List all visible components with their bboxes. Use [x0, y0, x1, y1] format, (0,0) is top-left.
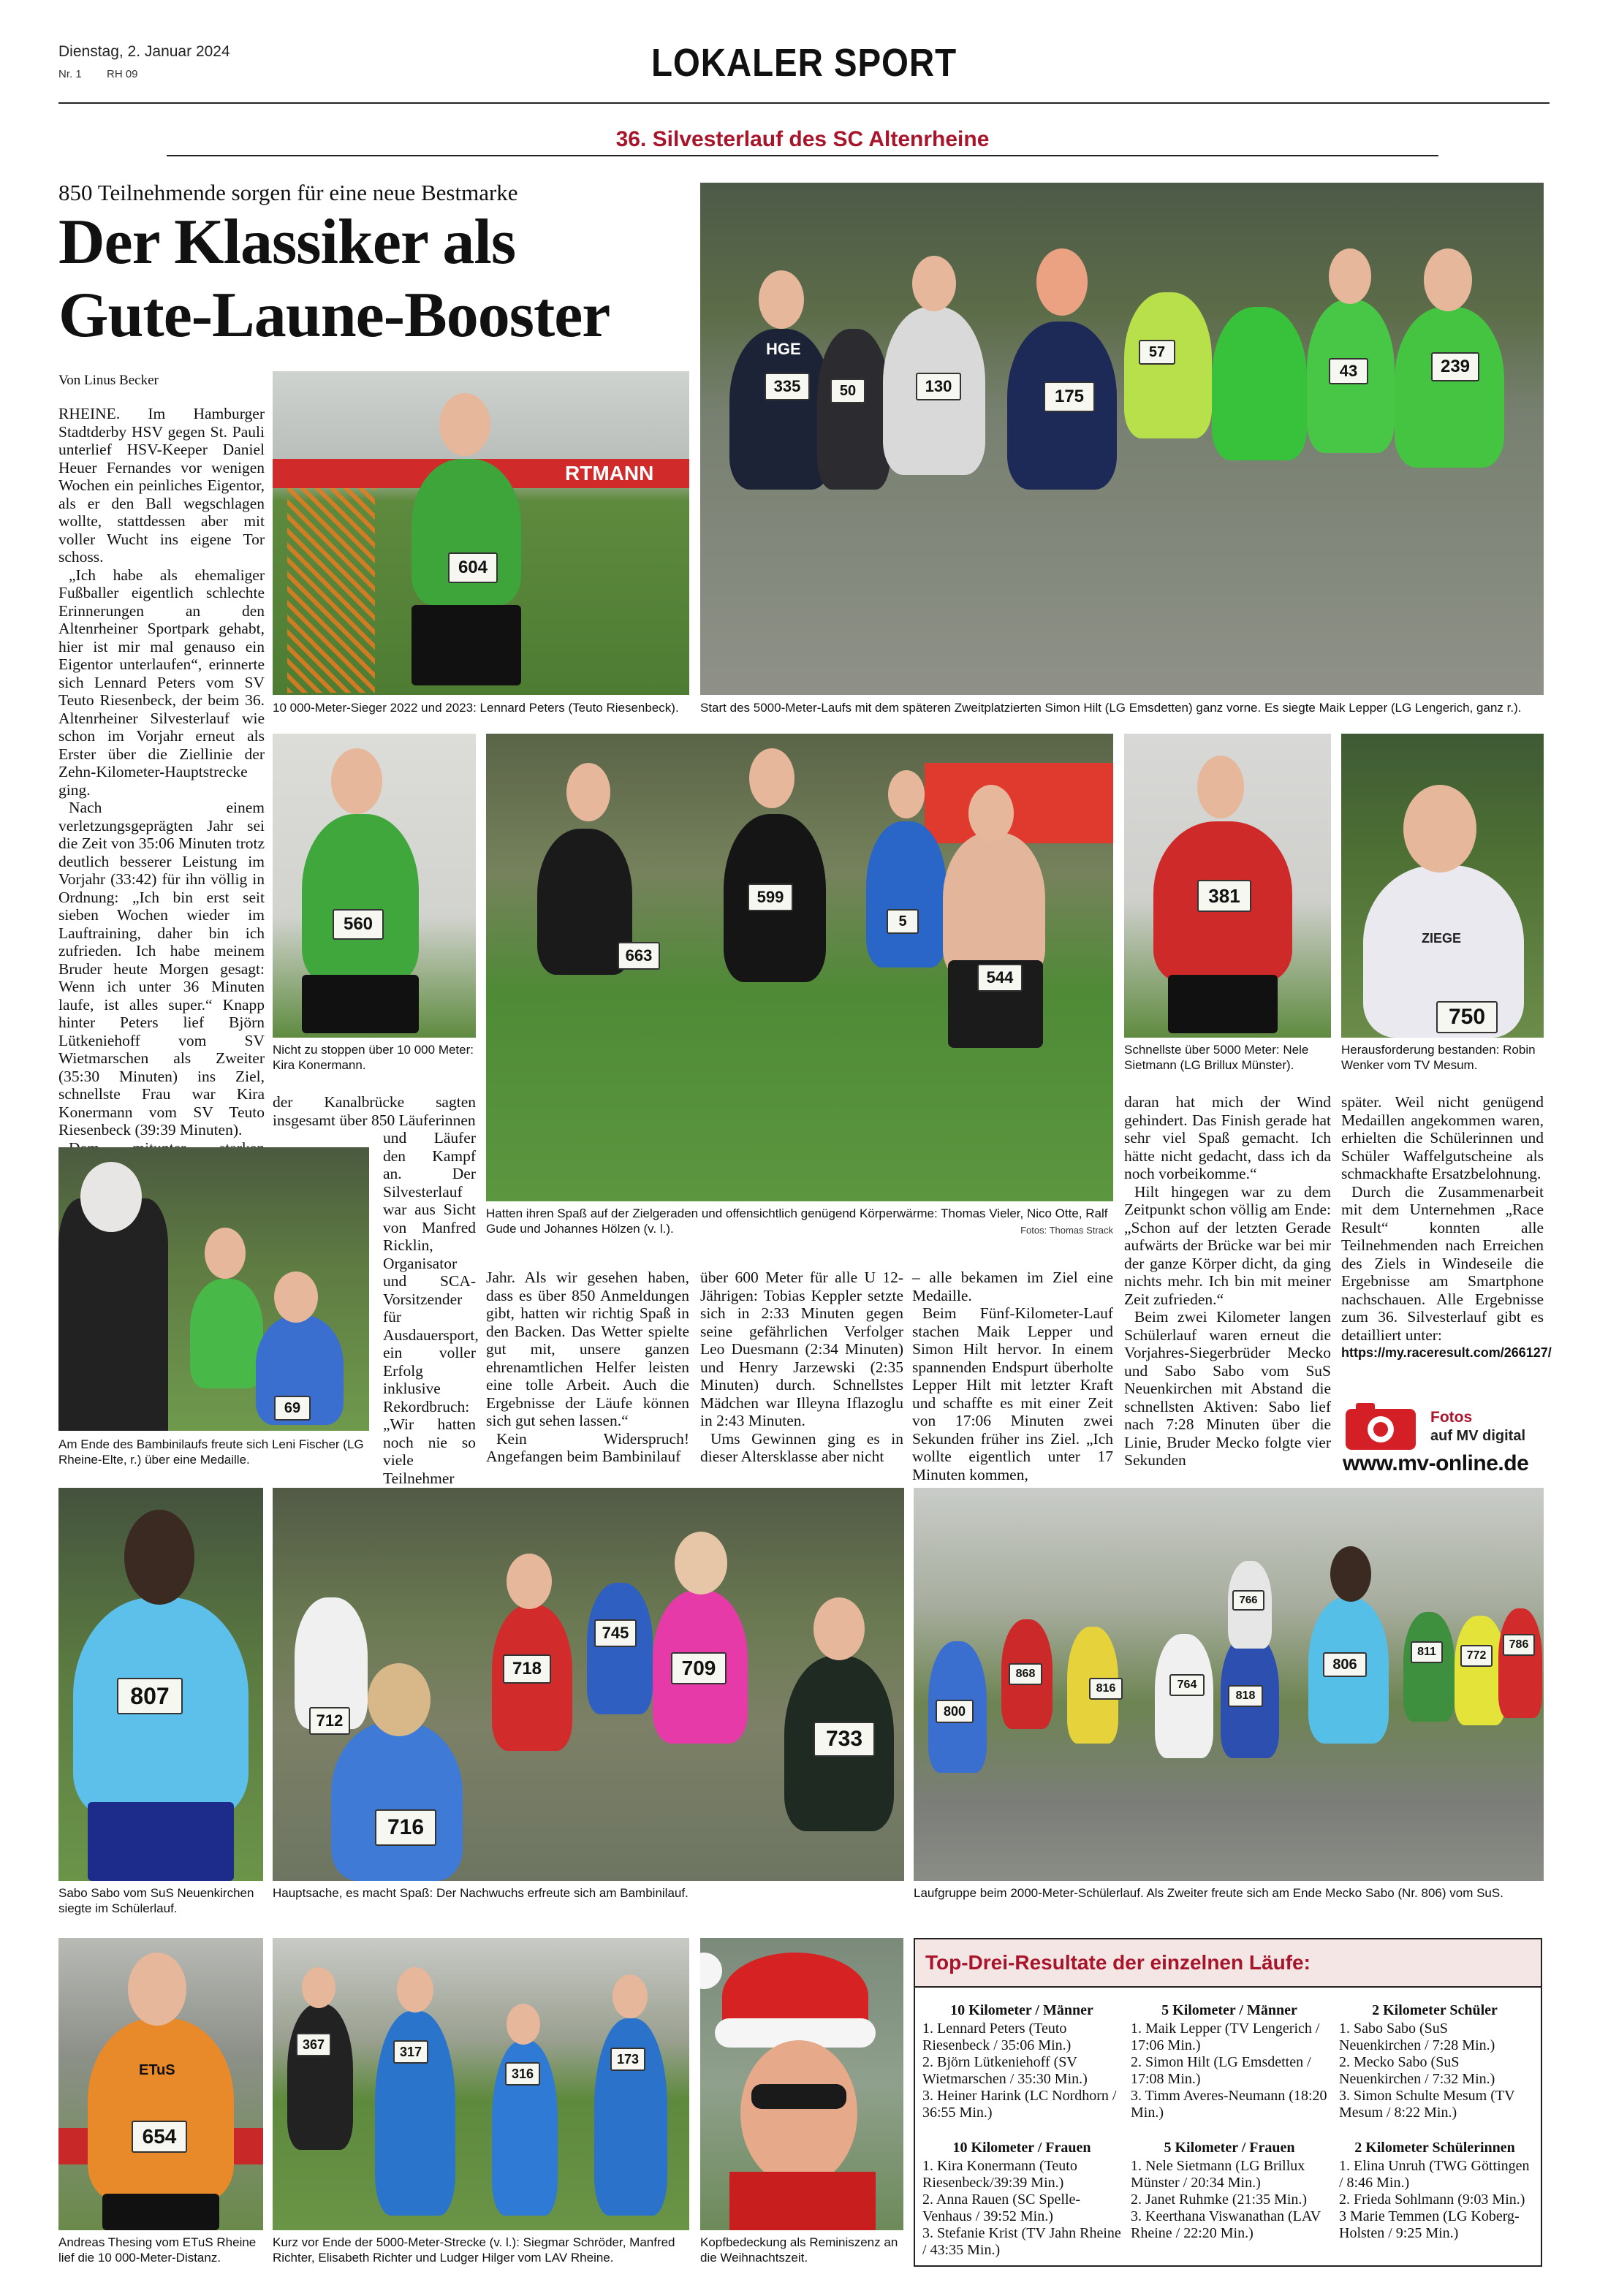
bib-number: 173	[610, 2048, 645, 2071]
results-title: Top-Drei-Resultate der einzelnen Läufe:	[925, 1951, 1311, 1974]
results-item: 3. Heiner Harink (LC Nordhorn / 36:55 Min.)	[922, 2088, 1117, 2121]
results-item: 2. Björn Lütkeniehoff (SV Wietmarschen / 35:30 Min.)	[922, 2054, 1088, 2087]
results-group	[922, 2002, 1121, 2121]
camera-icon	[1346, 1409, 1416, 1450]
kicker-rule	[167, 155, 1438, 156]
caption-photo-2: Start des 5000-Meter-Laufs mit dem späteren Zweitplatzierten Simon Hilt (LG Emsdetten) ganz vorne. Es siegte Maik Lepper (LG Lengerich, ganz r.).	[700, 701, 1522, 715]
paragraph: – alle bekamen im Ziel eine Medaille.	[912, 1269, 1113, 1304]
photo-lennard-peters	[273, 371, 689, 695]
results-group	[1339, 2002, 1531, 2121]
bib-number: 544	[977, 964, 1023, 992]
paragraph: Nach einem verletzungsgeprägten Jahr sei die Zeit von 35:06 Minuten trotz deutlich besserer Leistung im Vorjahr (33:42) für ihn völlig in Ordnung: „Ich bin erst seit sieben Wochen wieder im Lauftraining, daher bin ich zufrieden. Ich habe meinem Bruder heute Morgen gesagt: Wenn ich unter 36 Minuten laufe, ist alles super.“ Knapp hinter Peters lief Björn Lütkeniehoff vom SV Wietmarschen als Zweiter (35:30 Minuten) ins Ziel, schnellste Frau war Kira Konermann vom SV Teuto Riesenbeck (39:39 Minuten).	[58, 799, 265, 1139]
article-column-2b: und Läufer den Kampf an. Der Silvesterlauf war aus Sicht von Manfred Ricklin, Organisator und SCA-Vorsitzender für Ausdauersport, ein voller Erfolg inklusive Rekordbruch: „Wir hatten noch nie so viele Teilnehmer	[383, 1129, 479, 1487]
paragraph: Ums Gewinnen ging es in dieser Altersklasse aber nicht	[700, 1429, 903, 1465]
bib-number: 800	[936, 1700, 974, 1723]
article-column-7	[1341, 1093, 1552, 1362]
bib-number: 43	[1329, 358, 1368, 384]
results-group-heading: 5 Kilometer / Frauen	[1164, 2140, 1295, 2156]
bib-number: 772	[1460, 1645, 1493, 1667]
results-item: 1. Sabo Sabo (SuS Neuenkirchen / 7:28 Min.)	[1339, 2021, 1495, 2053]
results-item: 2. Simon Hilt (LG Emsdetten / 17:08 Min.)	[1131, 2054, 1311, 2087]
paragraph: später. Weil nicht genügend Medaillen angekommen waren, erhielten die Schülerinnen und Schüler Waffelgutscheine als schmackhafte Ersatzbelohnung.	[1341, 1093, 1544, 1182]
results-item: 3. Simon Schulte Mesum (TV Mesum / 8:22 Min.)	[1339, 2088, 1515, 2121]
bib-number: 806	[1323, 1652, 1367, 1677]
caption-photo-6: Herausforderung bestanden: Robin Wenker vom TV Mesum.	[1341, 1043, 1536, 1072]
bib-number: 50	[830, 379, 865, 403]
results-group-heading: 2 Kilometer Schüler	[1372, 2002, 1498, 2018]
caption-photo-12: Kurz vor Ende der 5000-Meter-Strecke (v. l.): Siegmar Schröder, Manfred Richter, Elisabeth Richter und Ludger Hilger vom LAV Rheine.	[273, 2235, 675, 2265]
bib-number: 175	[1044, 381, 1095, 412]
results-item: 1. Lennard Peters (Teuto Riesenbeck / 35:06 Min.)	[922, 2021, 1072, 2053]
bib-number: 130	[916, 373, 961, 400]
photo-finish-group	[486, 734, 1113, 1201]
bib-number: 718	[503, 1654, 551, 1684]
results-box	[914, 1938, 1542, 2267]
edition-code: RH 09	[107, 68, 138, 80]
caption-photo-4: Hatten ihren Spaß auf der Zielgeraden und offensichtlich genügend Körperwärme: Thomas Vieler, Nico Otte, Ralf Gude und Johannes Hölzen (v. l.).	[486, 1206, 1108, 1236]
bib-number: 5	[887, 909, 919, 934]
paragraph: Durch die Zusammenarbeit mit dem Unternehmen „Race Result“ konnten alle Teilnehmenden nach Erreichen des Ziels in Windeseile die Ergebnisse am Smartphone nachschauen. Alle Ergebnisse zum 36. Silvesterlauf gibt es detailliert unter:	[1341, 1182, 1544, 1344]
photo-bambini-medal	[58, 1147, 369, 1431]
bib-number: 663	[618, 942, 660, 970]
paragraph: „Ich habe als ehemaliger Fußballer eigentlich schlechte Erinnerungen an den Altenrheiner Sportpark gehabt, hier ist mir mal genauso ein Eigentor unterlaufen“, erinnerte sich Lennard Peters vom SV Teuto Riesenbeck, der beim 36. Altenrheiner Silvesterlauf wie schon im Vorjahr erneut als Erster über die Ziellinie der Zehn-Kilometer-Hauptstrecke ging.	[58, 566, 265, 799]
photo-credit: Fotos: Thomas Strack	[1020, 1225, 1113, 1236]
bib-number: 654	[132, 2121, 187, 2153]
caption-photo-10: Laufgruppe beim 2000-Meter-Schülerlauf. Als Zweiter freute sich am Ende Mecko Sabo (Nr. 806) vom SuS.	[914, 1886, 1503, 1900]
bib-number: 766	[1232, 1590, 1264, 1611]
bib-number: 599	[748, 883, 793, 911]
article-column-2a: der Kanalbrücke sagten insgesamt über 850 Läuferinnen	[273, 1093, 476, 1129]
bib-number: 745	[594, 1619, 637, 1647]
results-item: 3 Marie Temmen (LG Koberg-Holsten / 9:25 Min.)	[1339, 2208, 1520, 2241]
bib-number: 604	[448, 552, 498, 583]
article-subhead: 850 Teilnehmende sorgen für eine neue Bestmarke	[58, 180, 518, 205]
caption-photo-11: Andreas Thesing vom ETuS Rheine lief die 10 000-Meter-Distanz.	[58, 2235, 257, 2265]
bib-number: 69	[274, 1396, 311, 1421]
paragraph: Jahr. Als wir gesehen haben, dass es über 850 Anmeldungen gibt, hatten wir richtig Spaß in den Backen. Das Wetter spielte gut mit, unsere ganzen ehrenamtlichen Helfer leisten eine tolle Arbeit. Auch die Ergebnisse der Läufe können sich gut sehen lassen.“	[486, 1269, 689, 1429]
issue-date: Dienstag, 2. Januar 2024	[58, 43, 230, 60]
bib-number: 560	[333, 909, 384, 940]
results-group	[1131, 2140, 1328, 2242]
article-column-3	[486, 1269, 689, 1466]
photo-andreas-thesing	[58, 1938, 263, 2230]
paragraph: Hilt hingegen war zu dem Zeitpunkt schon völlig am Ende: „Schon auf der letzten Gerade aufwärts der Brücke war bei mir der ganze Körper dicht, da ging nichts mehr. Ich bin mit meiner Zeit zufrieden.“	[1124, 1182, 1331, 1308]
shirt-print: ETuS	[139, 2062, 175, 2078]
photo-robin-wenker	[1341, 734, 1544, 1038]
photo-bambini-group	[273, 1488, 904, 1881]
article-headline-2: Gute-Laune-Booster	[58, 280, 610, 351]
promo-url[interactable]: www.mv-online.de	[1343, 1451, 1529, 1475]
results-group-heading: 10 Kilometer / Frauen	[952, 2140, 1091, 2156]
results-item: 1. Maik Lepper (TV Lengerich / 17:06 Min.)	[1131, 2021, 1320, 2053]
article-column-5	[912, 1269, 1113, 1483]
bib-number: 716	[375, 1809, 436, 1846]
results-link[interactable]: https://my.raceresult.com/266127/	[1341, 1345, 1552, 1360]
bib-number: 381	[1197, 880, 1251, 912]
article-headline-1: Der Klassiker als	[58, 207, 516, 278]
promo-box[interactable]	[1341, 1404, 1544, 1474]
bib-number: 764	[1169, 1674, 1205, 1696]
caption-photo-1: 10 000-Meter-Sieger 2022 und 2023: Lennard Peters (Teuto Riesenbeck).	[273, 701, 679, 715]
shirt-print: HGE	[766, 340, 801, 358]
article-column-6	[1124, 1093, 1331, 1470]
results-group	[1339, 2140, 1531, 2242]
paragraph: Beim Fünf-Kilometer-Lauf stachen Maik Lepper und Simon Hilt hervor. In einem spannenden Endspurt überholte Lepper Hilt mit letzter Kraft und schaffte es mit einer Zeit von 17:06 Minuten zwei Sekunden früher ins Ziel. „Ich wollte eigentlich unter 17 Minuten kommen,	[912, 1304, 1113, 1483]
kicker: 36. Silvesterlauf des SC Altenrheine	[615, 127, 990, 151]
results-group-heading: 5 Kilometer / Männer	[1161, 2002, 1297, 2018]
photo-nele-sietmann	[1124, 734, 1331, 1038]
paragraph: Beim zwei Kilometer langen Schülerlauf waren erneut die Vorjahres-Siegerbrüder Mecko und Sabo Sabo vom SuS Neuenkirchen mit Abstand die schnellsten Aktiven: Sabo lief nach 7:28 Minuten über die Linie, Bruder Mecko folgte vier Sekunden	[1124, 1308, 1331, 1469]
results-item: 2. Mecko Sabo (SuS Neuenkirchen / 7:32 Min.)	[1339, 2054, 1495, 2087]
bib-number: 335	[765, 373, 810, 400]
results-item: 1. Kira Konermann (Teuto Riesenbeck/39:39 Min.)	[922, 2158, 1077, 2191]
paragraph: daran hat mich der Wind gehindert. Das Finish gerade hat sehr viel Spaß gemacht. Ich hätte nicht gedacht, dass ich da noch vorbeikomme.“	[1124, 1093, 1331, 1182]
caption-photo-9: Hauptsache, es macht Spaß: Der Nachwuchs erfreute sich am Bambinilauf.	[273, 1886, 689, 1900]
results-group	[922, 2140, 1121, 2259]
bib-number: 807	[117, 1678, 183, 1714]
caption-photo-13: Kopfbedeckung als Reminiszenz an die Weihnachtszeit.	[700, 2235, 898, 2265]
results-item: 1. Elina Unruh (TWG Göttingen / 8:46 Min.)	[1339, 2158, 1530, 2191]
photo-schuelerlauf-group	[914, 1488, 1544, 1881]
results-item: 2. Janet Ruhmke (21:35 Min.)	[1131, 2192, 1308, 2208]
photo-santa-hat	[700, 1938, 903, 2230]
results-header	[915, 1939, 1541, 1988]
bib-number: 316	[505, 2062, 540, 2086]
bib-number: 816	[1089, 1678, 1123, 1700]
bib-number: 239	[1431, 352, 1479, 381]
promo-line-1: Fotos	[1430, 1409, 1473, 1426]
results-item: 3. Timm Averes-Neumann (18:20 Min.)	[1131, 2088, 1327, 2121]
paragraph: RHEINE. Im Hamburger Stadtderby HSV gegen St. Pauli unterlief HSV-Keeper Daniel Heuer Fernandes vor wenigen Wochen ein peinliches Eigentor, als er den Ball wegschlagen wollte, stattdessen aber mit voller Wucht ins eigene Tor schoss.	[58, 405, 265, 566]
caption-photo-5: Schnellste über 5000 Meter: Nele Sietmann (LG Brillux Münster).	[1124, 1043, 1309, 1072]
bib-number: 317	[393, 2040, 428, 2064]
masthead-rule	[58, 102, 1550, 104]
results-item: 2. Frieda Sohlmann (9:03 Min.)	[1339, 2192, 1525, 2208]
paragraph: Kein Widerspruch! Angefangen beim Bambinilauf	[486, 1429, 689, 1465]
issue-number: Nr. 1	[58, 68, 82, 80]
banner-text: RTMANN	[565, 462, 654, 484]
results-item: 3. Stefanie Krist (TV Jahn Rheine / 43:35 Min.)	[922, 2225, 1121, 2258]
bib-number: 750	[1436, 1001, 1498, 1033]
byline: Von Linus Becker	[58, 373, 159, 388]
masthead	[58, 40, 1550, 106]
bib-number: 818	[1228, 1685, 1263, 1707]
photo-sabo-sabo	[58, 1488, 263, 1881]
photo-lav-rheine-group	[273, 1938, 689, 2230]
photo-kira-konermann	[273, 734, 476, 1038]
section-title: LOKALER SPORT	[651, 41, 957, 85]
results-group-heading: 2 Kilometer Schülerinnen	[1354, 2140, 1515, 2156]
caption-photo-3: Nicht zu stoppen über 10 000 Meter: Kira Konermann.	[273, 1043, 474, 1072]
photo-5000-start	[700, 183, 1544, 695]
caption-photo-8: Sabo Sabo vom SuS Neuenkirchen siegte im Schülerlauf.	[58, 1886, 254, 1915]
caption-photo-7: Am Ende des Bambinilaufs freute sich Leni Fischer (LG Rheine-Elte, r.) über eine Medaille.	[58, 1437, 364, 1467]
bib-number: 733	[814, 1722, 875, 1757]
bib-number: 786	[1503, 1634, 1535, 1656]
results-item: 1. Nele Sietmann (LG Brillux Münster / 20:34 Min.)	[1131, 2158, 1305, 2191]
promo-line-2: auf MV digital	[1430, 1428, 1525, 1444]
bib-number: 57	[1139, 340, 1175, 365]
results-item: 2. Anna Rauen (SC Spelle-Venhaus / 39:52 Min.)	[922, 2192, 1081, 2224]
bib-number: 868	[1009, 1663, 1042, 1685]
bib-number: 712	[309, 1707, 350, 1735]
article-column-4	[700, 1269, 903, 1466]
shirt-print: ZIEGE	[1422, 931, 1462, 946]
results-group-heading: 10 Kilometer / Männer	[950, 2002, 1093, 2018]
bib-number: 811	[1411, 1641, 1443, 1663]
results-item: 3. Keerthana Viswanathan (LAV Rheine / 22:20 Min.)	[1131, 2208, 1321, 2241]
bib-number: 709	[671, 1652, 727, 1684]
paragraph: über 600 Meter für alle U 12-Jährigen: Tobias Keppler setzte sich in 2:33 Minuten gegen seine gefährlichen Verfolger Leo Duesmann (2:34 Minuten) und Henry Jarzewski (2:35 Minuten) durch. Schnellstes Mädchen war Illeyna Iflazoglu in 2:43 Minuten.	[700, 1269, 903, 1429]
results-group	[1131, 2002, 1328, 2121]
bib-number: 367	[296, 2033, 331, 2056]
article-column-1	[58, 405, 265, 1139]
